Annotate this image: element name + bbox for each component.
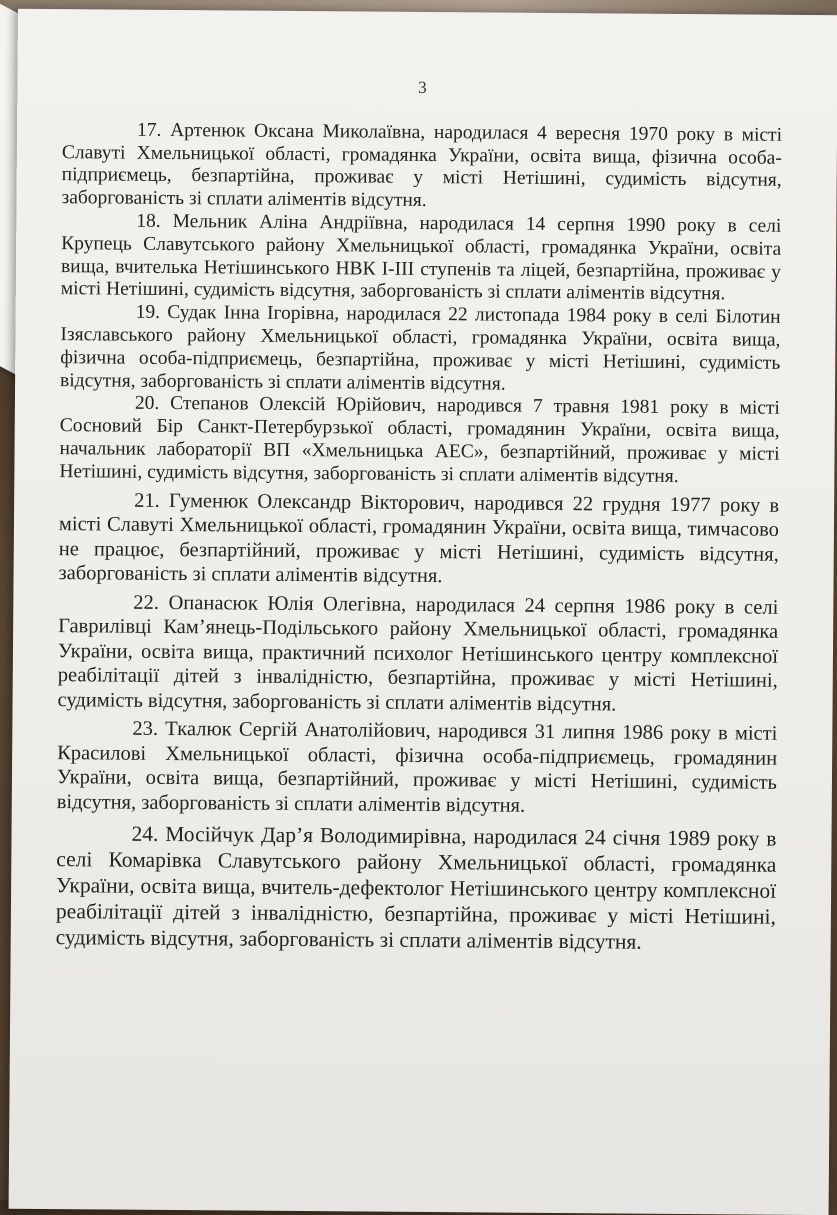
list-item [57, 590, 778, 718]
list-item [56, 820, 777, 956]
page-number: 3 [418, 77, 427, 97]
entry-text: 21. Гуменюк Олександр Вікторович, народився 22 грудня 1977 року в місті Славуті Хмельницької області, громадянин України, освіта вища, тимчасово не працює, безпартійний, проживає у місті Нетішині, судимість відсутня, заборгованість зі сплати аліментів відсутня. [58, 489, 780, 588]
entry-text: 20. Степанов Олексій Юрійович, народився 7 травня 1981 року в місті Сосновий Бір Санкт-Петербурзької області, громадянин України, освіта вища, начальник лабораторії ВП «Хмельницька АЕС», безпартійний, проживає у місті Нетішині, судимість відсутня, заборгованість зі сплати аліментів відсутня. [59, 393, 780, 487]
list-item [57, 716, 778, 820]
entry-text: 17. Артенюк Оксана Миколаївна, народилася 4 вересня 1970 року в місті Славуті Хмельницької області, громадянка України, освіта вища, фізична особа-підприємець, безпартійна, проживає у місті Нетішині, судимість відсутня, заборгованість зі сплати аліментів відсутня. [61, 119, 783, 212]
entry-text: 19. Судак Інна Ігорівна, народилася 22 листопада 1984 року в селі Білотин Ізяславського району Хмельницької області, громадянка України, освіта вища, фізична особа-підприємець, безпартійна, проживає у місті Нетішині, судимість відсутня, заборгованість зі сплати аліментів відсутня. [60, 301, 781, 395]
list-item [61, 119, 782, 216]
entry-text: 22. Опанасюк Юлія Олегівна, народилася 24 серпня 1986 року в селі Гаврилівці Кам’янець-Подільського району Хмельницької області, громадянка України, освіта вища, практичний психолог Нетішинського центру комплексної реабілітації дітей з інвалідністю, безпартійна, проживає у місті Нетішині, судимість відсутня, заборгованість зі сплати аліментів відсутня. [57, 591, 779, 716]
list-item [61, 210, 782, 307]
document-page [9, 9, 837, 1215]
entry-text: 23. Ткалюк Сергій Анатолійович, народився 31 липня 1986 року в місті Красилові Хмельницької області, фізична особа-підприємець, громадянин України, освіта вища, безпартійний, проживає у місті Нетішині, судимість відсутня, заборгованість зі сплати аліментів відсутня. [56, 717, 778, 817]
entry-text: 18. Мельник Аліна Андріївна, народилася 14 серпня 1990 року в селі Крупець Славутського району Хмельницької області, громадянка України, освіта вища, вчителька Нетішинського НВК І-ІІІ ступенів та ліцей, безпартійна, проживає у місті Нетішині, судимість відсутня, заборгованість зі сплати аліментів відсутня. [60, 210, 782, 305]
list-item [60, 301, 781, 398]
list-item [58, 488, 779, 592]
entry-text: 24. Мосійчук Дар’я Володимирівна, народилася 24 січня 1989 року в селі Комарівка Славутського району Хмельницької області, громадянка України, освіта вища, вчитель-дефектолог Нетішинського центру комплексної реабілітації дітей з інвалідністю, безпартійна, проживає у місті Нетішині, судимість відсутня, заборгованість зі сплати аліментів відсутня. [55, 821, 777, 954]
list-item [59, 392, 780, 489]
page-content [56, 74, 783, 956]
